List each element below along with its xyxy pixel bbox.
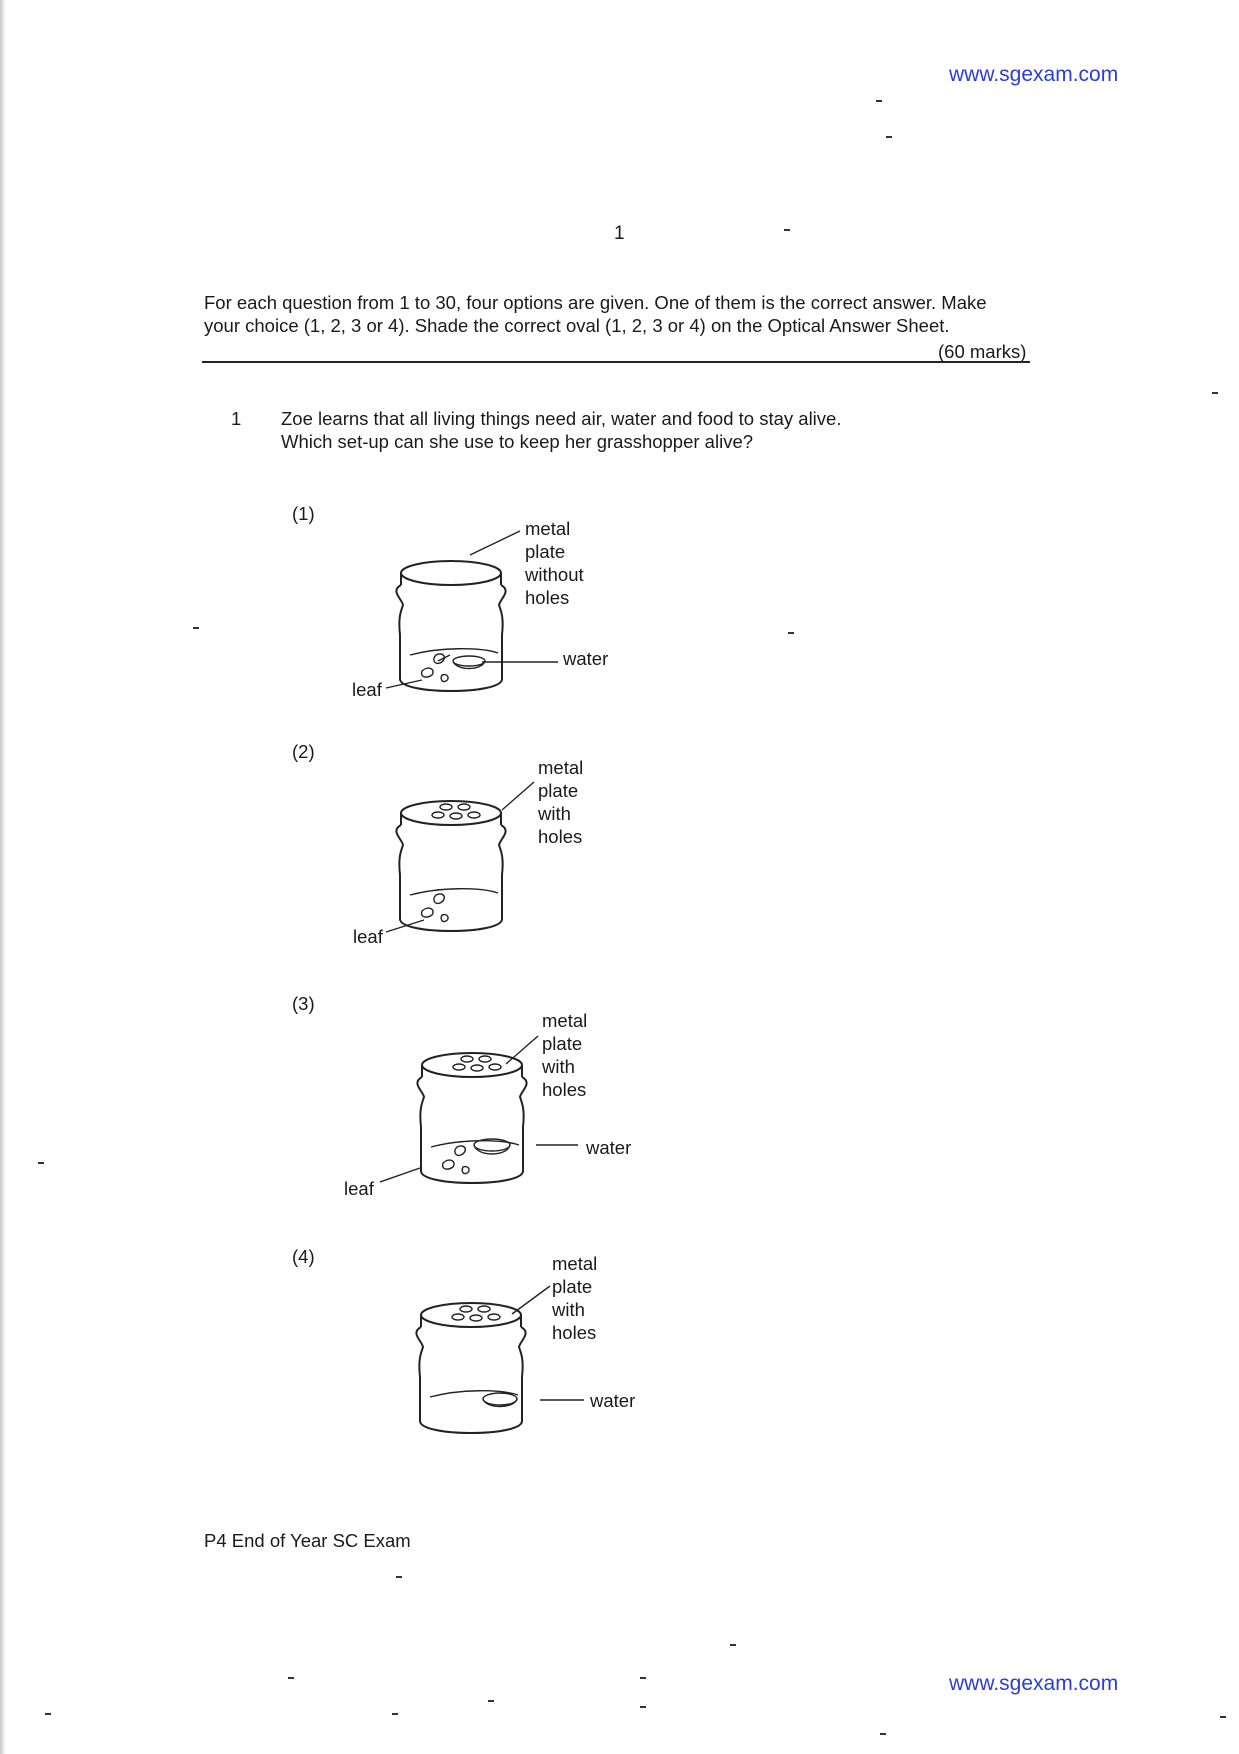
scan-speck xyxy=(45,1713,51,1715)
option-1-lid-label xyxy=(525,517,584,609)
option-2-lid-label xyxy=(538,756,583,848)
option-1-leader-lines-lower xyxy=(300,640,600,700)
option-4-lid-label-line-1: metal plate xyxy=(552,1253,598,1297)
scan-speck xyxy=(1212,392,1218,394)
option-2-leaf-label: leaf xyxy=(353,926,383,947)
option-2-label: (2) xyxy=(292,741,315,762)
scan-speck xyxy=(788,632,794,634)
page-number: 1 xyxy=(614,223,625,244)
option-4-label: (4) xyxy=(292,1246,315,1267)
instructions-line-1: For each question from 1 to 30, four options are given. One of them is the correct answer. Make xyxy=(204,292,987,313)
exam-footer: P4 End of Year SC Exam xyxy=(204,1530,411,1551)
scan-speck xyxy=(396,1576,402,1578)
option-1-leader-lines xyxy=(380,525,540,595)
scan-speck xyxy=(880,1733,886,1735)
scan-speck xyxy=(1220,1716,1226,1718)
scan-speck xyxy=(730,1644,736,1646)
divider-rule xyxy=(202,361,1030,363)
scan-speck xyxy=(288,1677,294,1679)
option-4-lid-label xyxy=(552,1252,597,1344)
question-line-1: Zoe learns that all living things need air, water and food to stay alive. xyxy=(281,408,842,429)
site-url-bottom: www.sgexam.com xyxy=(949,1672,1119,1695)
instructions-line-2: your choice (1, 2, 3 or 4). Shade the correct oval (1, 2, 3 or 4) on the Optical Answer Sheet. xyxy=(204,315,950,336)
scan-speck xyxy=(640,1706,646,1708)
site-url-top: www.sgexam.com xyxy=(949,63,1119,86)
option-3-lid-label-line-2: with holes xyxy=(542,1056,587,1100)
option-4-lid-label-line-2: with holes xyxy=(552,1299,597,1343)
option-3-water-label: water xyxy=(586,1137,632,1158)
option-3-leader-lines xyxy=(380,1020,560,1080)
option-4-water-label: water xyxy=(590,1390,636,1411)
scan-speck xyxy=(876,100,882,102)
option-1-water-label: water xyxy=(563,648,609,669)
option-1-lid-label-line-1: metal plate xyxy=(525,518,571,562)
option-1-label: (1) xyxy=(292,503,315,524)
option-3-leader-lines-lower xyxy=(370,1130,600,1200)
scan-speck xyxy=(193,627,199,629)
option-1-leaf-label: leaf xyxy=(352,679,382,700)
scan-speck xyxy=(886,136,892,138)
option-3-leaf-label: leaf xyxy=(344,1178,374,1199)
option-3-label: (3) xyxy=(292,993,315,1014)
option-2-leader-lines xyxy=(380,770,540,830)
option-1-lid-label-line-2: without holes xyxy=(525,564,584,608)
scan-speck xyxy=(392,1713,398,1715)
question-line-2: Which set-up can she use to keep her grasshopper alive? xyxy=(281,431,754,452)
option-2-leaf-leader xyxy=(380,910,460,950)
question-text xyxy=(281,407,901,453)
instructions xyxy=(204,291,1034,337)
option-2-lid-label-line-2: with holes xyxy=(538,803,583,847)
option-3-lid-label-line-1: metal plate xyxy=(542,1010,588,1054)
total-marks: (60 marks) xyxy=(938,341,1027,362)
scan-speck xyxy=(488,1700,494,1702)
scan-edge xyxy=(0,0,5,1754)
scan-speck xyxy=(38,1162,44,1164)
option-4-leader-lines xyxy=(380,1270,560,1330)
option-3-lid-label xyxy=(542,1009,587,1101)
question-number: 1 xyxy=(231,408,242,429)
option-2-lid-label-line-1: metal plate xyxy=(538,757,584,801)
scan-speck xyxy=(640,1677,646,1679)
scan-speck xyxy=(784,229,790,231)
